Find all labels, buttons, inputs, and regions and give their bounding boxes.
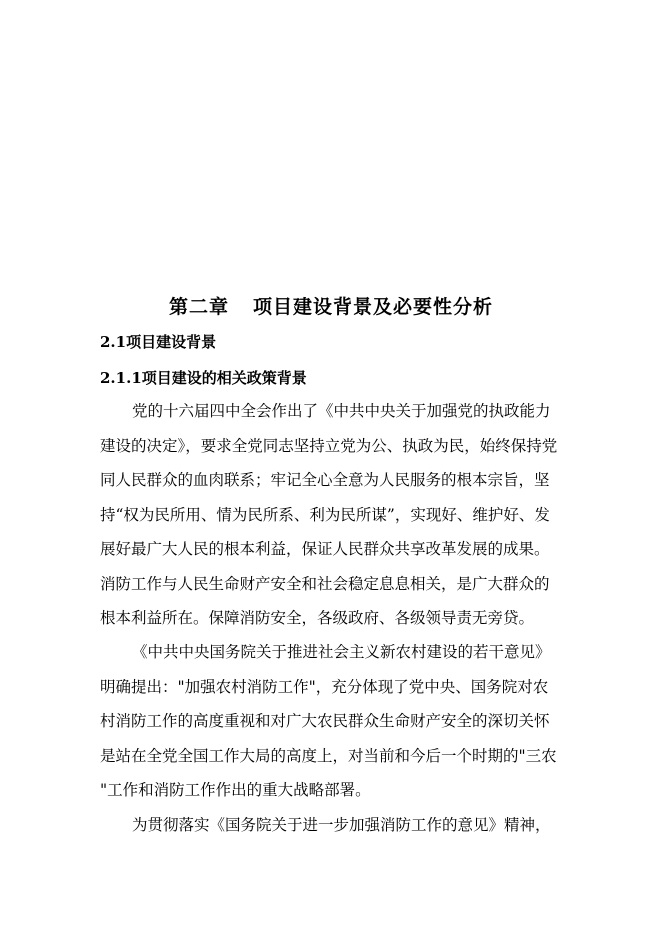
text-line: 党的十六届四中全会作出了《中共中央关于加强党的执政能力: [132, 402, 551, 420]
text-line: "工作和消防工作作出的重大战略部署。: [100, 781, 371, 799]
text-line: 建设的决定》，要求全党同志坚持立党为公、执政为民，始终保持党: [100, 436, 558, 455]
text-line: 为贯彻落实《国务院关于进一步加强消防工作的意见》精神，: [132, 816, 551, 834]
text-line: 展好最广大人民的根本利益，保证人民群众共享改革发展的成果。: [100, 540, 550, 558]
text-line: 持“权为民所用、情为民所系、利为民所谋”，实现好、维护好、发: [100, 505, 550, 524]
paragraph-1: [100, 394, 570, 636]
text-line: 根本利益所在。保障消防安全，各级政府、各级领导责无旁贷。: [100, 609, 535, 627]
chapter-number: 第二章: [168, 296, 229, 318]
paragraph-3: [100, 808, 570, 843]
text-line: 明确提出："加强农村消防工作"，充分体现了党中央、国务院对农: [100, 677, 549, 696]
text-line: 消防工作与人民生命财产安全和社会稳定息息相关，是广大群众的: [100, 574, 550, 593]
section-heading: 2.1项目建设背景: [100, 333, 217, 351]
chapter-title: 项目建设背景及必要性分析: [253, 296, 494, 318]
text-line: 村消防工作的高度重视和对广大农民群众生命财产安全的深切关怀: [100, 712, 550, 730]
paragraph-2: [100, 635, 570, 808]
text-line: 同人民群众的血肉联系；牢记全心全意为人民服务的根本宗旨，坚: [100, 471, 550, 489]
text-line: 《中共中央国务院关于推进社会主义新农村建设的若干意见》: [132, 643, 551, 661]
chapter-heading: [0, 292, 662, 319]
text-line: 是站在全党全国工作大局的高度上，对当前和今后一个时期的"三农: [100, 746, 557, 765]
subsection-heading: 2.1.1项目建设的相关政策背景: [100, 369, 307, 387]
